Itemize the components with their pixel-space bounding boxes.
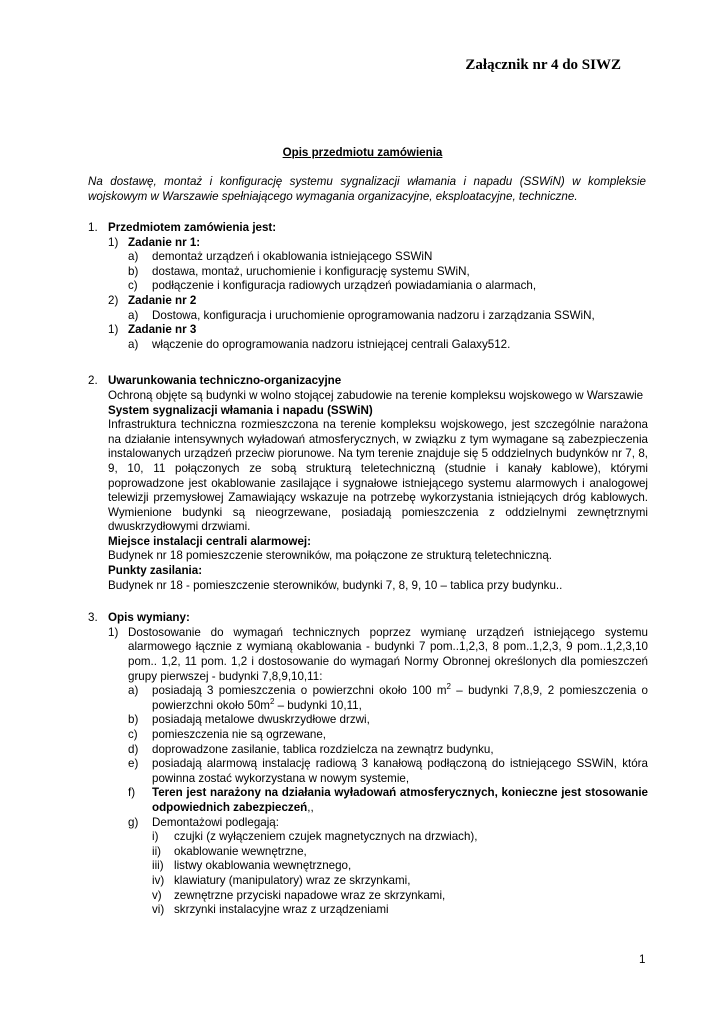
section-2-subheading: Miejsce instalacji centrali alarmowej:	[108, 534, 311, 548]
document-content	[88, 221, 648, 918]
list-item: vi) skrzynki instalacyjne wraz z urządzeniami	[152, 903, 389, 917]
list-item: i) czujki (z wyłączeniem czujek magnetycznych na drzwiach),	[152, 830, 478, 844]
list-item: a) posiadają 3 pomieszczenia o powierzchni około 100 $m^2$ – budynki 7,8,9, 2 pomieszczenia o powierzchni około $50m^2$ – budynki 10,11,	[128, 682, 648, 712]
list-item: f) Teren jest narażony na działania wyładowań atmosferycznych, konieczne jest stosowanie odpowiednich zabezpieczeń,,	[128, 786, 648, 814]
section-2-paragraph: Ochroną objęte są budynki w wolno stojącej zabudowie na terenie kompleksu wojskowego w Warszawie	[108, 388, 644, 402]
list-item: a) Dostowa, konfiguracja i uruchomienie oprogramowania nadzoru i zarządzania SSWiN,	[128, 308, 595, 322]
list-item: c) pomieszczenia nie są ogrzewane,	[128, 728, 327, 741]
intro-paragraph: Na dostawę, montaż i konfigurację systemu sygnalizacji włamania i napadu (SSWiN) w kompleksie wojskowym w Warszawie spełniającego wymagania organizacyjne, eksploatacyjne, techniczne.	[88, 175, 646, 203]
section-1-heading: 1. Przedmiotem zamówienia jest:	[88, 221, 277, 234]
document-title: Opis przedmiotu zamówienia	[282, 146, 443, 159]
section-2-heading: 2. Uwarunkowania techniczno-organizacyjne	[88, 374, 342, 388]
task-2-heading: 2) Zadanie nr 2	[108, 293, 197, 307]
list-item: b) posiadają metalowe dwuskrzydłowe drzwi,	[128, 713, 370, 727]
list-item: ii) okablowanie wewnętrzne,	[152, 844, 307, 858]
list-item: 1) Dostosowanie do wymagań technicznych poprzez wymianę urządzeń istniejącego systemu alarmowego łącznie z wymianą okablowania - budynki 7 pom..1,2,3, 8 pom..1,2,3, 9 pom..1,2,3,10 pom.. 1,2, 11 pom. 1,2 i dostosowanie do wymagań Normy Obronnej określonych dla pomieszczeń grupy pierwszej - budynki 7,8,9,10,11:	[108, 625, 648, 683]
section-2-subheading: System sygnalizacji włamania i napadu (SSWiN)	[108, 403, 373, 417]
task-3-heading: 1) Zadanie nr 3	[108, 323, 197, 337]
list-item: e) posiadają alarmową instalację radiową 3 kanałową podłączoną do istniejącego SSWiN, która powinna zostać wykorzystana w nowym systemie,	[128, 757, 648, 785]
section-2-paragraph: Budynek nr 18 - pomieszczenie sterowników, budynki 7, 8, 9, 10 – tablica przy budynku..	[108, 578, 563, 592]
page-number: 1	[639, 953, 646, 966]
section-3-heading: 3. Opis wymiany:	[88, 611, 190, 625]
section-2-paragraph: Budynek nr 18 pomieszczenie sterowników, ma połączone ze strukturą teletechniczną.	[108, 549, 553, 563]
list-item: d) doprowadzone zasilanie, tablica rozdzielcza na zewnątrz budynku,	[128, 742, 494, 756]
attachment-header: Załącznik nr 4 do SIWZ	[465, 57, 621, 73]
list-item: b) dostawa, montaż, uruchomienie i konfigurację systemu SWiN,	[128, 264, 470, 278]
task-1-heading: 1) Zadanie nr 1:	[108, 235, 201, 249]
list-item: a) włączenie do oprogramowania nadzoru istniejącej centrali Galaxy512.	[128, 337, 511, 351]
list-item: g) Demontażowi podlegają:	[128, 815, 279, 829]
list-item: a) demontaż urządzeń i okablowania istniejącego SSWiN	[128, 250, 433, 264]
list-item: iii) listwy okablowania wewnętrznego,	[152, 859, 352, 873]
list-item: v) zewnętrzne przyciski napadowe wraz ze skrzynkami,	[152, 888, 446, 902]
section-2-paragraph: Infrastruktura techniczna rozmieszczona na terenie kompleksu wojskowego, jest szczególnie narażona na działanie intensywnych wyładowań atmosferycznych, w związku z tym wymagane są zabezpieczenia instalowanych urządzeń przeciw piorunowe. Na tym terenie znajduje się 5 oddzielnych budynków nr 7, 8, 9, 10, 11 połączonych ze sobą strukturą teletechniczną (studnie i kanały kablowe), którymi poprowadzone jest okablowanie zasilające i sygnałowe istniejącego systemu alarmowych i analogowej telewizji przemysłowej Zamawiający wskazuje na potrzebę wykorzystania istniejących dróg kablowych. Wymienione budynki są nieogrzewane, posiadają pomieszczenia z oddzielnymi zewnętrznymi dwuskrzydłowymi drzwiami.	[108, 418, 648, 534]
list-item: iv) klawiatury (manipulatory) wraz ze skrzynkami,	[152, 873, 411, 887]
list-item: c) podłączenie i konfiguracja radiowych urządzeń powiadamiania o alarmach,	[128, 279, 537, 293]
section-2-subheading: Punkty zasilania:	[108, 564, 203, 578]
